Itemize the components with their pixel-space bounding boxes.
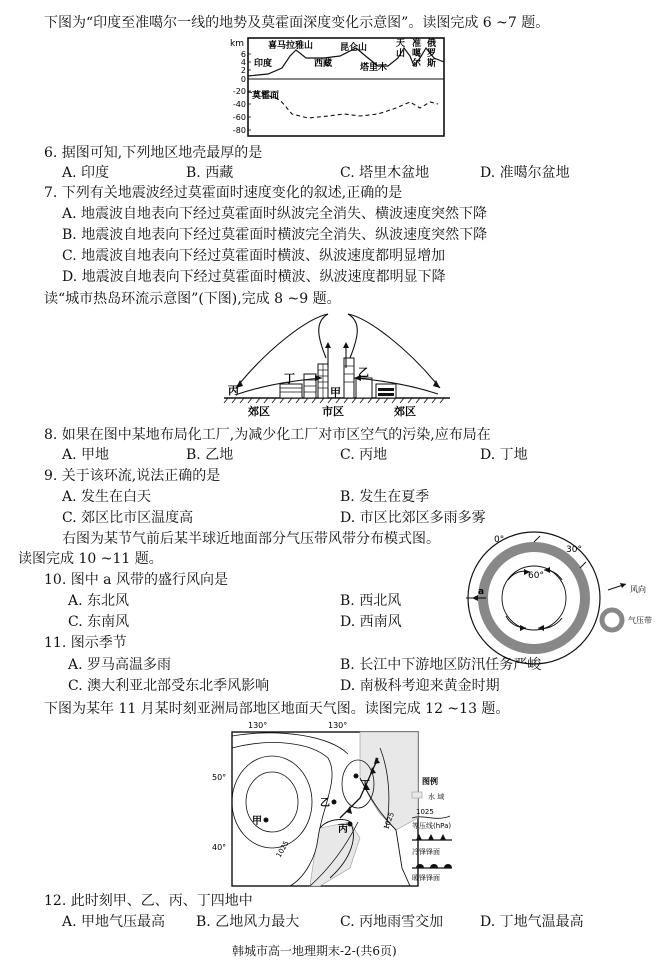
- label-suburb-left: 郊区: [248, 405, 270, 418]
- q11-option-a: A. 罗马高温多雨: [68, 657, 172, 673]
- q11-option-b: B. 长江中下游地区防汛任务严峻: [340, 657, 542, 673]
- q9-option-c: C. 郊区比市区温度高: [62, 510, 194, 526]
- label-suburb-right: 郊区: [394, 405, 416, 418]
- q6-option-c: C. 塔里木盆地: [340, 165, 430, 181]
- q12-option-c: C. 丙地雨雪交加: [340, 914, 444, 930]
- legend-isobar-value: 1025: [416, 808, 434, 816]
- question-9-stem: 9. 关于该环流,说法正确的是: [44, 468, 221, 484]
- q7-option-b: B. 地震波自地表向下经过莫霍面时横波完全消失、纵波速度突然下降: [62, 227, 488, 243]
- q7-option-a: A. 地震波自地表向下经过莫霍面时纵波完全消失、横波速度突然下降: [62, 206, 488, 222]
- label-ding: 丁: [284, 372, 295, 385]
- q10-option-d: D. 西南风: [340, 614, 402, 630]
- label-lat50: 50°: [212, 773, 227, 782]
- ytick: -40: [232, 100, 246, 109]
- label-lat0: 0°: [494, 535, 505, 545]
- label-lat60: 60°: [528, 571, 544, 581]
- label-jia: 甲: [330, 386, 341, 399]
- isobar-label: 1025: [274, 839, 291, 859]
- label-junggar: 尔: [412, 59, 422, 69]
- terrain-moho-figure: [228, 36, 446, 138]
- unit-label: km: [230, 39, 244, 49]
- label-junggar: 准: [412, 39, 422, 49]
- label-himalaya: 喜马拉雅山: [268, 41, 314, 51]
- q12-option-a: A. 甲地气压最高: [62, 914, 166, 930]
- ytick: 0: [240, 75, 246, 84]
- q8-option-c: C. 丙地: [340, 447, 388, 463]
- question-8-stem: 8. 如果在图中某地布局化工厂,为减少化工厂对市区空气的污染,应布局在: [44, 427, 491, 443]
- label-kunlun: 昆仑山: [340, 43, 368, 53]
- page-footer: 韩城市高一地理期末-2-(共6页): [232, 944, 397, 958]
- q8-option-d: D. 丁地: [480, 447, 528, 463]
- intro-10-11-line1: 右图为某节气前后某半球近地面部分气压带风带分布模式图。: [62, 531, 440, 547]
- label-moho: 莫霍面: [252, 91, 280, 101]
- q10-option-a: A. 东北风: [68, 593, 130, 609]
- legend-isobar: 等压线(hPa): [412, 822, 452, 830]
- q9-option-d: D. 市区比郊区多雨多雾: [340, 510, 486, 526]
- label-yi: 乙: [320, 798, 330, 809]
- q6-option-d: D. 准噶尔盆地: [480, 165, 570, 181]
- ytick: -20: [232, 87, 246, 96]
- label-junggar: 噶: [412, 49, 422, 59]
- q10-option-c: C. 东南风: [68, 614, 130, 630]
- question-6-stem: 6. 据图可知,下列地区地壳最厚的是: [44, 145, 263, 161]
- label-jia: 甲: [252, 816, 262, 827]
- label-tianshan: 天: [396, 39, 406, 49]
- weather-map-figure: [210, 718, 460, 890]
- label-tianshan: 山: [396, 49, 406, 59]
- q11-option-c: C. 澳大利亚北部受东北季风影响: [68, 678, 270, 694]
- legend-cold-front: 冷锋锋面: [412, 848, 440, 856]
- q12-option-b: B. 乙地风力最大: [196, 914, 300, 930]
- legend-belt: 气压带: [628, 616, 652, 625]
- ytick: -80: [232, 126, 246, 135]
- label-lon: 130°: [328, 721, 348, 730]
- label-lon: 130°: [248, 721, 268, 730]
- q8-option-b: B. 乙地: [186, 447, 234, 463]
- label-yi: 乙: [358, 366, 369, 379]
- label-city: 市区: [322, 405, 344, 418]
- q12-option-d: D. 丁地气温最高: [480, 914, 584, 930]
- q6-option-a: A. 印度: [62, 165, 110, 181]
- isobar-label: 1025: [382, 811, 396, 831]
- q6-option-b: B. 西藏: [186, 165, 234, 181]
- label-russia: 罗: [427, 49, 437, 59]
- ytick: 6: [240, 50, 246, 59]
- question-12-stem: 12. 此时刻甲、乙、丙、丁四地中: [44, 893, 253, 909]
- heat-island-figure: [218, 308, 458, 420]
- q11-option-d: D. 南极科考迎来黄金时期: [340, 678, 500, 694]
- label-ding: 丁: [360, 780, 370, 791]
- label-india: 印度: [254, 59, 273, 69]
- question-11-stem: 11. 图示季节: [44, 635, 127, 651]
- q8-option-a: A. 甲地: [62, 447, 110, 463]
- q9-option-b: B. 发生在夏季: [340, 489, 430, 505]
- legend-wind: 风向: [630, 585, 646, 594]
- q10-option-b: B. 西北风: [340, 593, 402, 609]
- q9-option-a: A. 发生在白天: [62, 489, 152, 505]
- legend-title: 图例: [422, 777, 438, 786]
- ytick: 4: [240, 58, 246, 67]
- label-tarim: 塔里木: [360, 63, 388, 73]
- label-lat30: 30°: [566, 545, 582, 555]
- legend-warm-front: 暖锋锋面: [412, 874, 440, 882]
- ytick: 2: [240, 66, 246, 75]
- label-tibet: 西藏: [314, 59, 333, 69]
- intro-12-13: 下图为某年 11 月某时刻亚洲局部地区地面天气图。读图完成 12 ~13 题。: [44, 701, 510, 717]
- question-7-stem: 7. 下列有关地震波经过莫霍面时速度变化的叙述,正确的是: [44, 185, 403, 201]
- intro-8-9: 读“城市热岛环流示意图”(下图),完成 8 ~9 题。: [44, 291, 341, 307]
- intro-6-7: 下图为“印度至准噶尔一线的地势及莫霍面深度变化示意图”。读图完成 6 ~7 题。: [44, 15, 550, 31]
- label-bing: 丙: [338, 824, 348, 835]
- intro-10-11-line2: 读图完成 10 ~11 题。: [18, 551, 163, 567]
- q7-option-c: C. 地震波自地表向下经过莫霍面时横波、纵波速度都明显增加: [62, 248, 446, 264]
- label-russia: 俄: [427, 39, 437, 49]
- legend-water: 水 域: [428, 793, 445, 801]
- question-10-stem: 10. 图中 a 风带的盛行风向是: [44, 572, 228, 588]
- ytick: -60: [232, 113, 246, 122]
- label-a: a: [478, 587, 485, 597]
- label-lat40: 40°: [212, 843, 227, 852]
- label-bing: 丙: [228, 384, 239, 397]
- q7-option-d: D. 地震波自地表向下经过莫霍面时横波、纵波速度都明显下降: [62, 269, 446, 285]
- label-russia: 斯: [427, 59, 437, 69]
